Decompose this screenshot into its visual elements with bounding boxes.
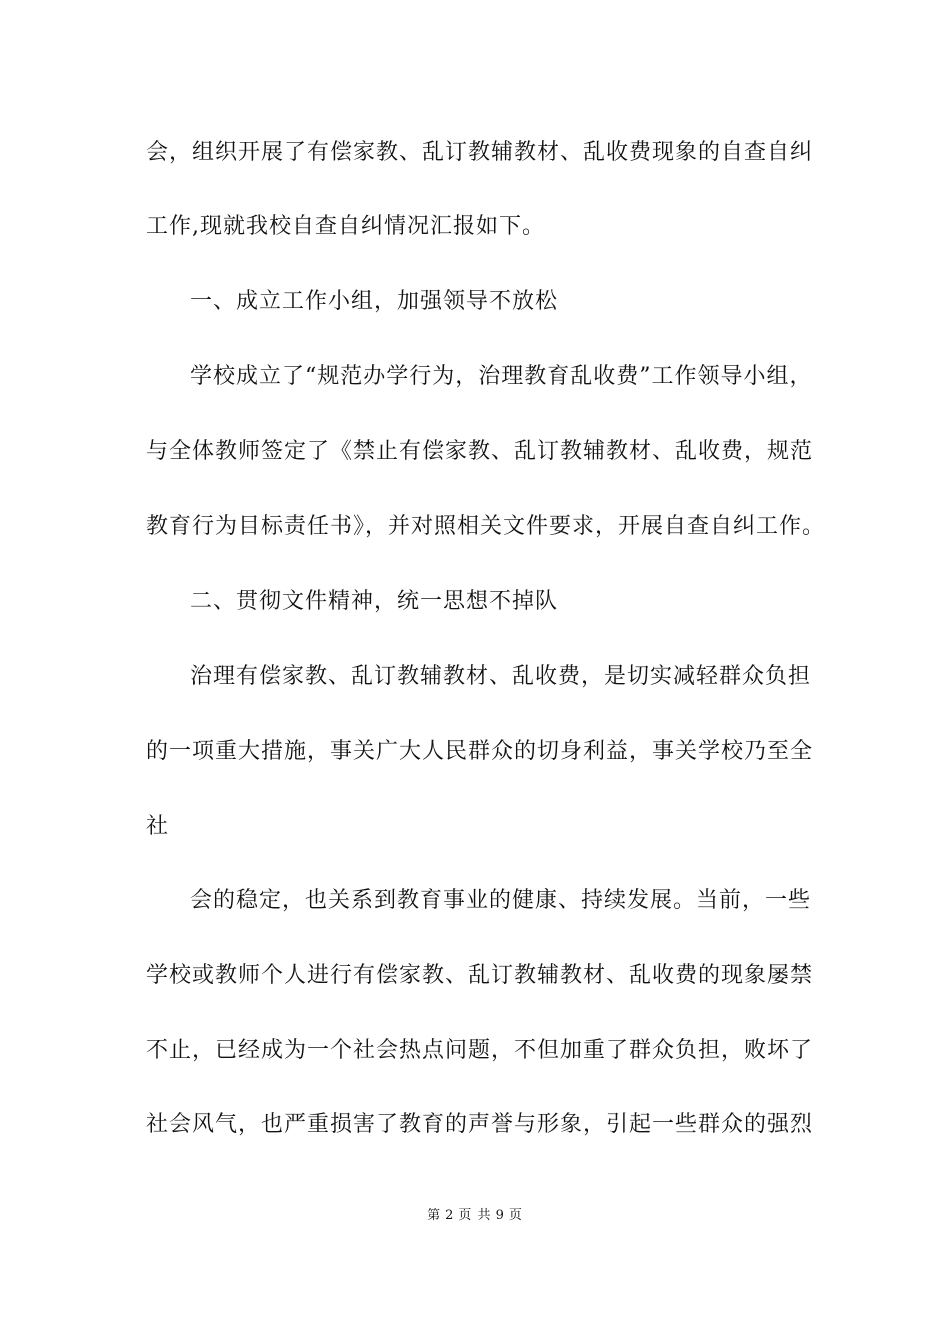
body-text-line: 治理有偿家教、乱订教辅教材、乱收费，是切实减轻群众负担	[190, 664, 812, 689]
body-text-line: 不止，已经成为一个社会热点问题，不但加重了群众负担，败坏了	[146, 1038, 814, 1063]
body-text-line: 学校成立了“规范办学行为，治理教育乱收费”工作领导小组，	[190, 364, 813, 389]
body-text-line: 学校或教师个人进行有偿家教、乱订教辅教材、乱收费的现象屡禁	[146, 963, 814, 988]
page-label-suffix: 页	[508, 1208, 523, 1223]
body-text-line: 教育行为目标责任书》，并对照相关文件要求，开展自查自纠工作。	[146, 514, 826, 539]
body-text-line: 与全体教师签定了《禁止有偿家教、乱订教辅教材、乱收费，规范	[146, 439, 814, 464]
page-label-prefix: 第	[427, 1208, 442, 1223]
body-text-line: 会，组织开展了有偿家教、乱订教辅教材、乱收费现象的自查自纠	[146, 140, 814, 165]
page-label-middle: 页 共	[458, 1208, 492, 1223]
body-text-line: 的一项重大措施，事关广大人民群众的切身利益，事关学校乃至全	[146, 739, 814, 764]
section-heading: 一、成立工作小组，加强领导不放松	[190, 289, 559, 314]
body-text-line: 工作,现就我校自查自纠情况汇报如下。	[146, 214, 545, 239]
total-pages-number: 9	[495, 1208, 505, 1223]
body-text-line: 社	[146, 814, 170, 839]
page-number-footer	[0, 1207, 950, 1225]
current-page-number: 2	[445, 1208, 455, 1223]
body-text-line: 会的稳定，也关系到教育事业的健康、持续发展。当前，一些	[190, 888, 812, 913]
section-heading: 二、贯彻文件精神，统一思想不掉队	[190, 589, 559, 614]
body-text-line: 社会风气，也严重损害了教育的声誉与形象，引起一些群众的强烈	[146, 1112, 814, 1137]
